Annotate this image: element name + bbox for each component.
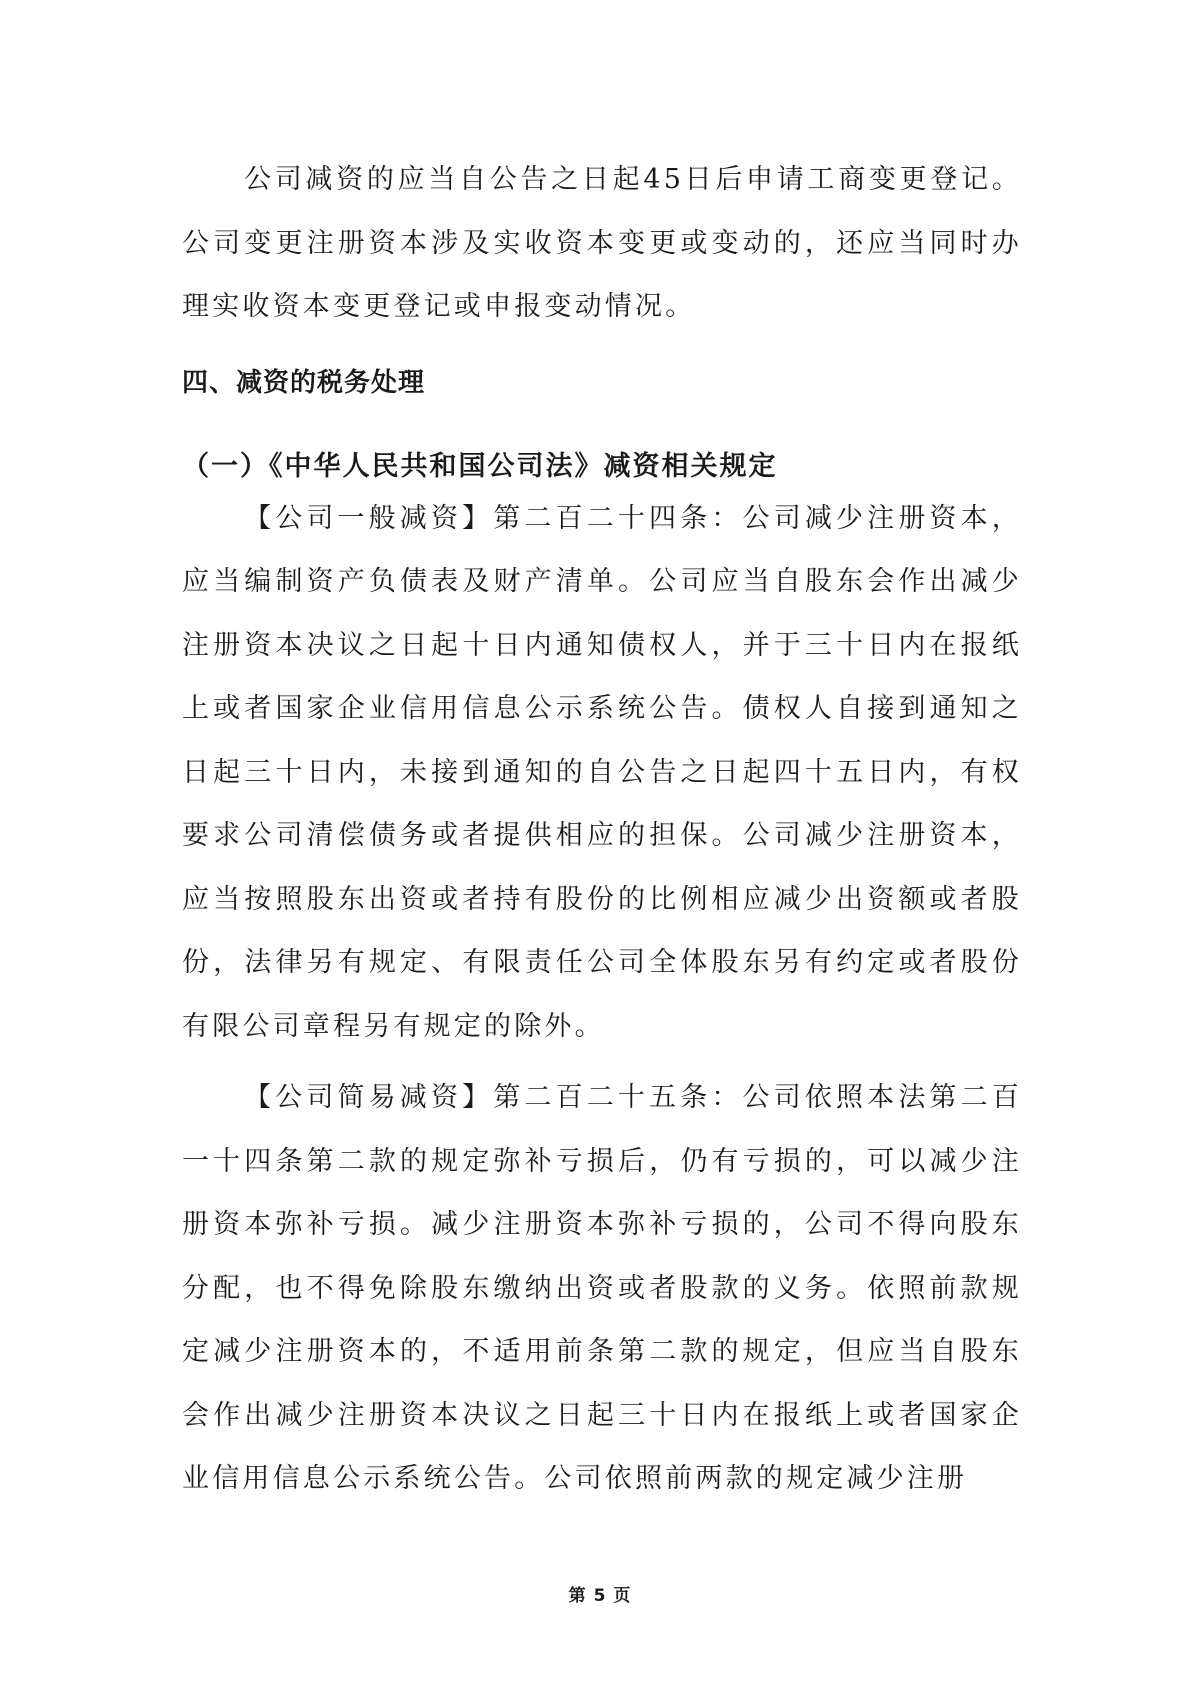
paragraph-simplified-capital-reduction: 【公司简易减资】第二百二十五条：公司依照本法第二百一十四条第二款的规定弥补亏损后，仍有亏损的，可以减少注册资本弥补亏损。减少注册资本弥补亏损的，公司不得向股东分配，也不得免除股东缴纳出资或者股款的义务。依照前款规定减少注册资本的，不适用前条第二款的规定，但应当自股东会作出减少注册资本决议之日起三十日内在报纸上或者国家企业信用信息公示系统公告。公司依照前两款的规定减少注册 [182, 1082, 1022, 1494]
paragraph-general-capital-reduction: 【公司一般减资】第二百二十四条：公司减少注册资本，应当编制资产负债表及财产清单。公司应当自股东会作出减少注册资本决议之日起十日内通知债权人，并于三十日内在报纸上或者国家企业信用信息公示系统公告。债权人自接到通知之日起三十日内，未接到通知的自公告之日起四十五日内，有权要求公司清偿债务或者提供相应的担保。公司减少注册资本，应当按照股东出资或者持有股份的比例相应减少出资额或者股份，法律另有规定、有限责任公司全体股东另有约定或者股份有限公司章程另有规定的除外。 [182, 502, 1022, 1042]
subsection-heading-company-law: （一）《中华人民共和国公司法》减资相关规定 [182, 450, 778, 482]
document-body [182, 148, 1022, 1511]
paragraph-registration-change: 公司减资的应当自公告之日起45日后申请工商变更登记。公司变更注册资本涉及实收资本变更或变动的，还应当同时办理实收资本变更登记或申报变动情况。 [182, 164, 1022, 322]
section-heading-tax-treatment: 四、减资的税务处理 [182, 367, 426, 398]
page-number: 第 5 页 [568, 1586, 632, 1606]
